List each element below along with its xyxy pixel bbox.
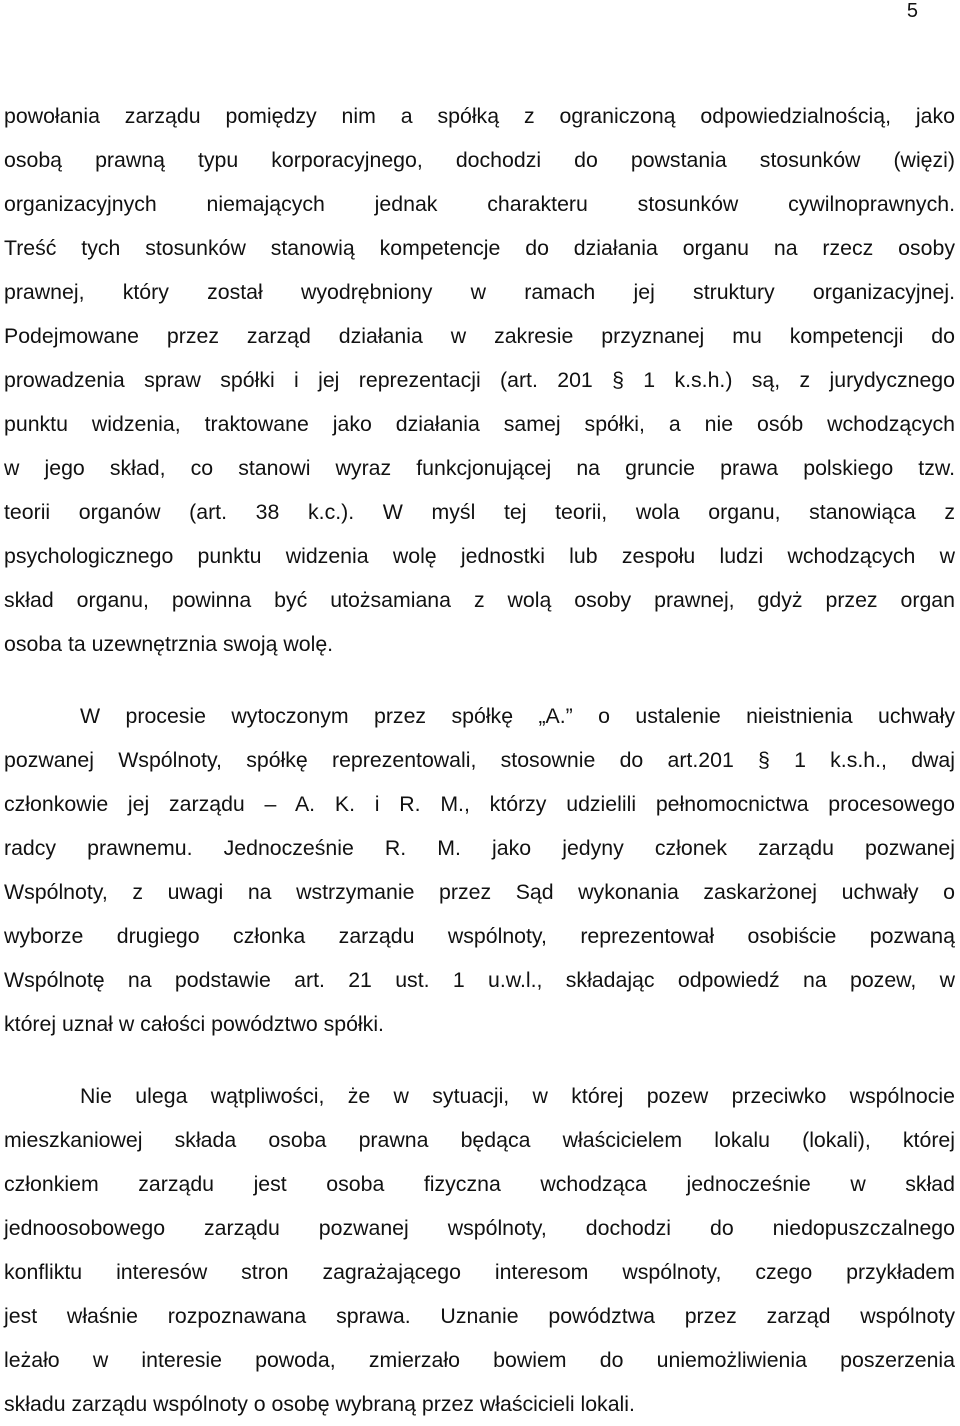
- paragraph-spacer: [4, 1046, 955, 1074]
- text-line: punktu widzenia, traktowane jako działania samej spółki, a nie osób wchodzących: [4, 412, 955, 436]
- paragraph-2: [4, 694, 955, 1046]
- text-line: w jego skład, co stanowi wyraz funkcjonującej na gruncie prawa polskiego tzw.: [4, 456, 955, 480]
- paragraph-spacer: [4, 666, 955, 694]
- text-line: leżało w interesie powoda, zmierzało bowiem do uniemożliwienia poszerzenia: [4, 1348, 955, 1372]
- text-line: powołania zarządu pomiędzy nim a spółką z ograniczoną odpowiedzialnością, jako: [4, 104, 955, 128]
- text-line: składu zarządu wspólnoty o osobę wybraną przez właścicieli lokali.: [4, 1392, 635, 1416]
- text-line: członkowie jej zarządu – A. K. i R. M., którzy udzielili pełnomocnictwa procesowego: [4, 792, 955, 816]
- text-line: członkiem zarządu jest osoba fizyczna wchodząca jednocześnie w skład: [4, 1172, 955, 1196]
- text-line: wyborze drugiego członka zarządu wspólnoty, reprezentował osobiście pozwaną: [4, 924, 955, 948]
- document-body: [4, 94, 955, 1426]
- paragraph-3: [4, 1074, 955, 1426]
- text-line: której uznał w całości powództwo spółki.: [4, 1012, 384, 1036]
- text-line: osobą prawną typu korporacyjnego, dochodzi do powstania stosunków (więzi): [4, 148, 955, 172]
- text-line: organizacyjnych niemających jednak charakteru stosunków cywilnoprawnych.: [4, 192, 955, 216]
- text-line: teorii organów (art. 38 k.c.). W myśl tej teorii, wola organu, stanowiąca z: [4, 500, 955, 524]
- text-line: Wspólnoty, z uwagi na wstrzymanie przez Sąd wykonania zaskarżonej uchwały o: [4, 880, 955, 904]
- text-line: Wspólnotę na podstawie art. 21 ust. 1 u.w.l., składając odpowiedź na pozew, w: [4, 968, 955, 992]
- text-line: Podejmowane przez zarząd działania w zakresie przyznanej mu kompetencji do: [4, 324, 955, 348]
- text-line: skład organu, powinna być utożsamiana z wolą osoby prawnej, gdyż przez organ: [4, 588, 955, 612]
- text-line: Treść tych stosunków stanowią kompetencje do działania organu na rzecz osoby: [4, 236, 955, 260]
- text-line: pozwanej Wspólnoty, spółkę reprezentowali, stosownie do art.201 § 1 k.s.h., dwaj: [4, 748, 955, 772]
- text-line: osoba ta uzewnętrznia swoją wolę.: [4, 632, 334, 656]
- text-line: jest właśnie rozpoznawana sprawa. Uznanie powództwa przez zarząd wspólnoty: [4, 1304, 955, 1328]
- text-line: mieszkaniowej składa osoba prawna będąca właścicielem lokalu (lokali), której: [4, 1128, 955, 1152]
- text-line: konfliktu interesów stron zagrażającego interesom wspólnoty, czego przykładem: [4, 1260, 955, 1284]
- text-line: radcy prawnemu. Jednocześnie R. M. jako jedyny członek zarządu pozwanej: [4, 836, 955, 860]
- text-line: W procesie wytoczonym przez spółkę „A.” o ustalenie nieistnienia uchwały: [80, 704, 955, 728]
- text-line: psychologicznego punktu widzenia wolę jednostki lub zespołu ludzi wchodzących w: [4, 544, 955, 568]
- paragraph-1: [4, 94, 955, 666]
- text-line: jednoosobowego zarządu pozwanej wspólnoty, dochodzi do niedopuszczalnego: [4, 1216, 955, 1240]
- text-line: prawnej, który został wyodrębniony w ramach jej struktury organizacyjnej.: [4, 280, 955, 304]
- text-line: Nie ulega wątpliwości, że w sytuacji, w której pozew przeciwko wspólnocie: [80, 1084, 955, 1108]
- page-number: 5: [906, 0, 918, 22]
- text-line: prowadzenia spraw spółki i jej reprezentacji (art. 201 § 1 k.s.h.) są, z jurydycznego: [4, 368, 955, 392]
